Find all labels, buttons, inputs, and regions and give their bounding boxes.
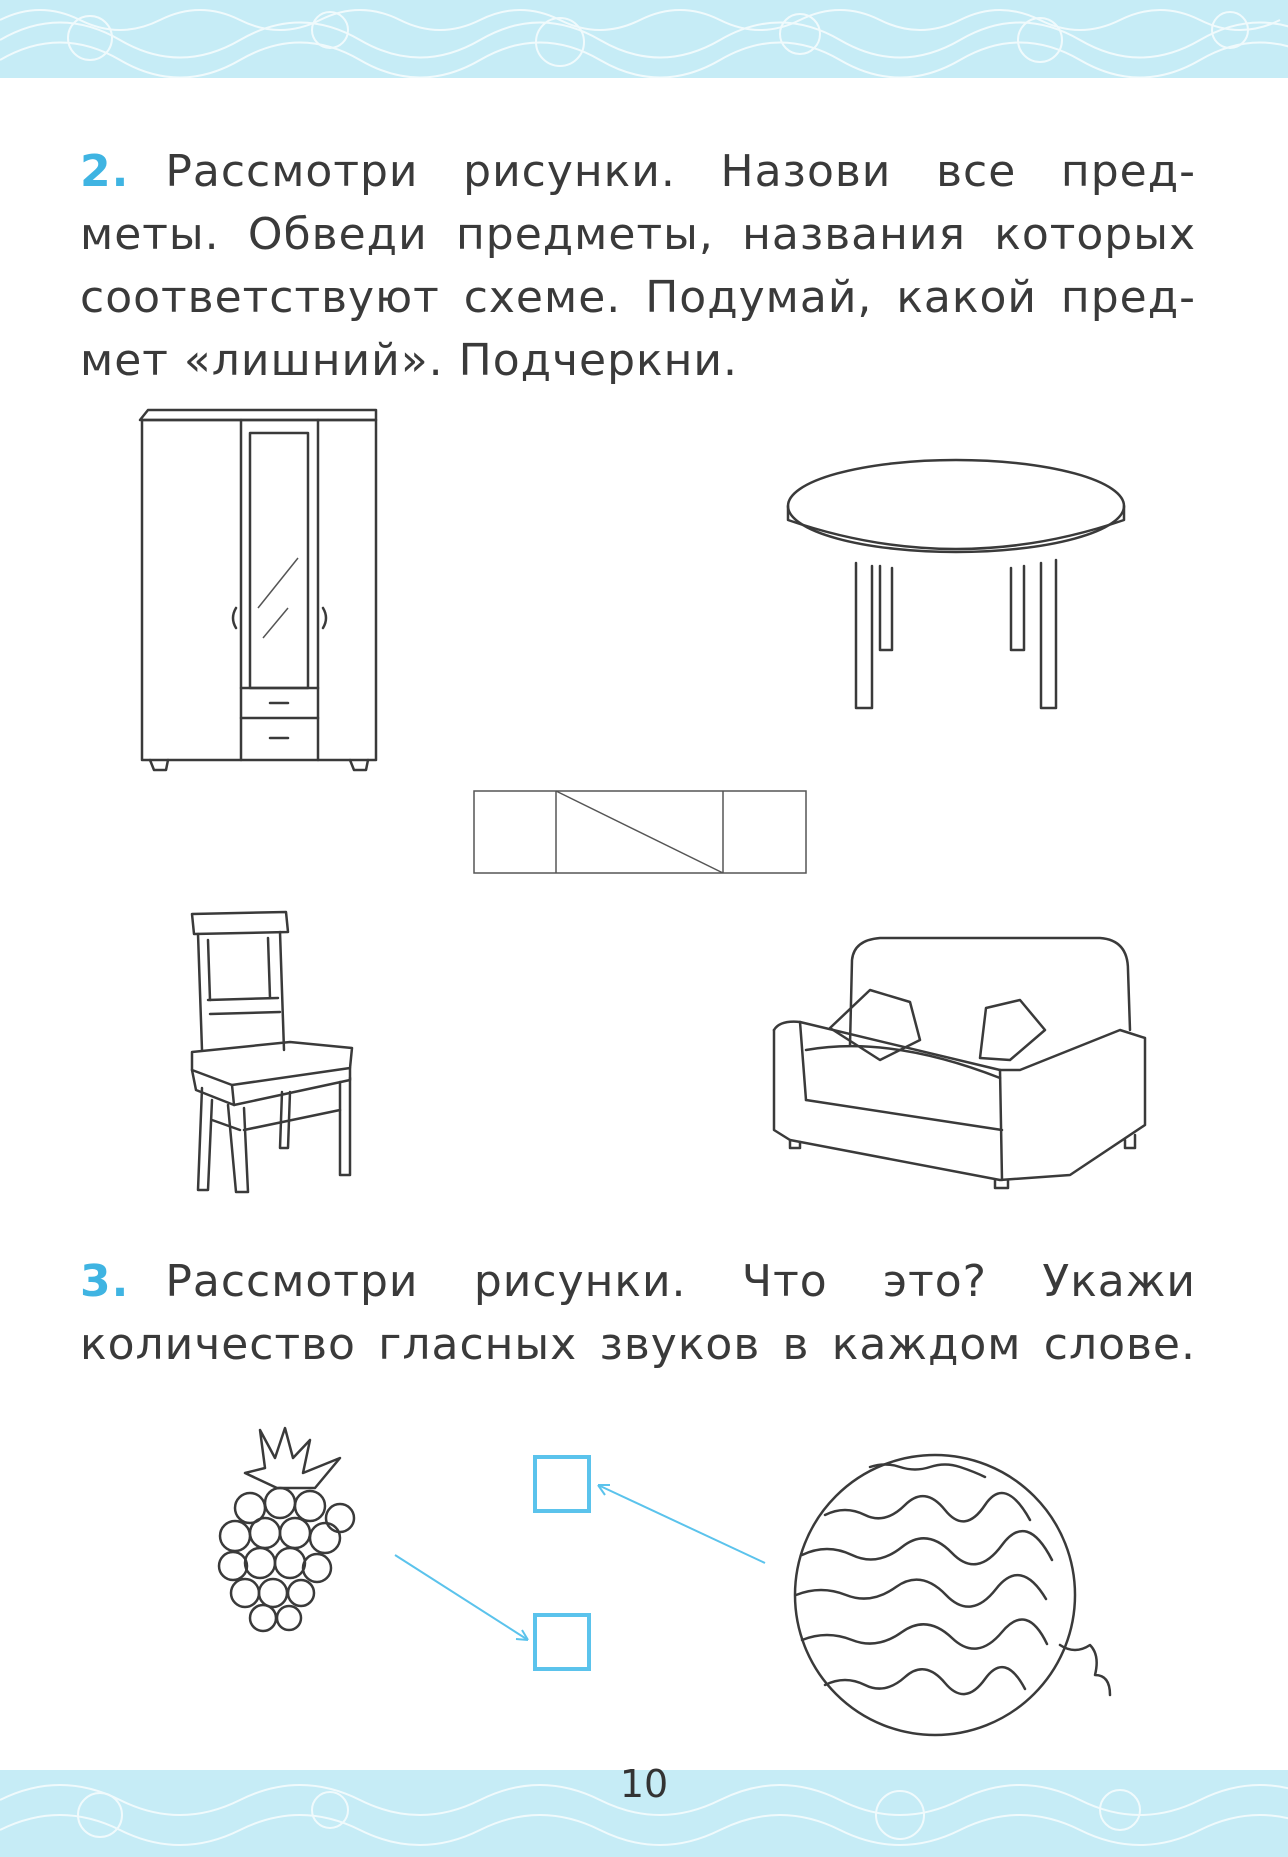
page-number: 10 [619, 1762, 669, 1806]
round-table-icon [786, 458, 1126, 717]
task-2-instructions [80, 140, 1196, 392]
task-2-line-4: мет «лишний». Подчеркни. [80, 335, 738, 386]
task-3-line-1-text: Рассмотри рисунки. Что это? Укажи [165, 1256, 1196, 1307]
answer-box-watermelon[interactable] [535, 1457, 589, 1511]
task-2-line-2: меты. Обведи предметы, названия которых [80, 209, 1196, 260]
top-decorative-band [0, 0, 1288, 78]
task-3-line-2: количество гласных звуков в каждом слове. [80, 1319, 1196, 1370]
chair-icon [190, 910, 360, 1199]
wardrobe-icon [138, 408, 383, 782]
task-2-line-1 [80, 140, 1196, 203]
task-2-line-3: соответствуют схеме. Подумай, какой пред- [80, 272, 1196, 323]
watermelon-icon [790, 1445, 1110, 1744]
task-2-line-1-text: Рассмотри рисунки. Назови все пред- [165, 146, 1196, 197]
sofa-icon [770, 930, 1150, 1189]
task-3-number: 3. [80, 1256, 130, 1307]
word-scheme [473, 790, 807, 878]
task-3-instructions [80, 1250, 1196, 1376]
answer-area [390, 1455, 790, 1689]
raspberry-icon [205, 1428, 380, 1642]
answer-box-raspberry[interactable] [535, 1615, 589, 1669]
task-3-line-1 [80, 1250, 1196, 1313]
task-2-number: 2. [80, 146, 130, 197]
